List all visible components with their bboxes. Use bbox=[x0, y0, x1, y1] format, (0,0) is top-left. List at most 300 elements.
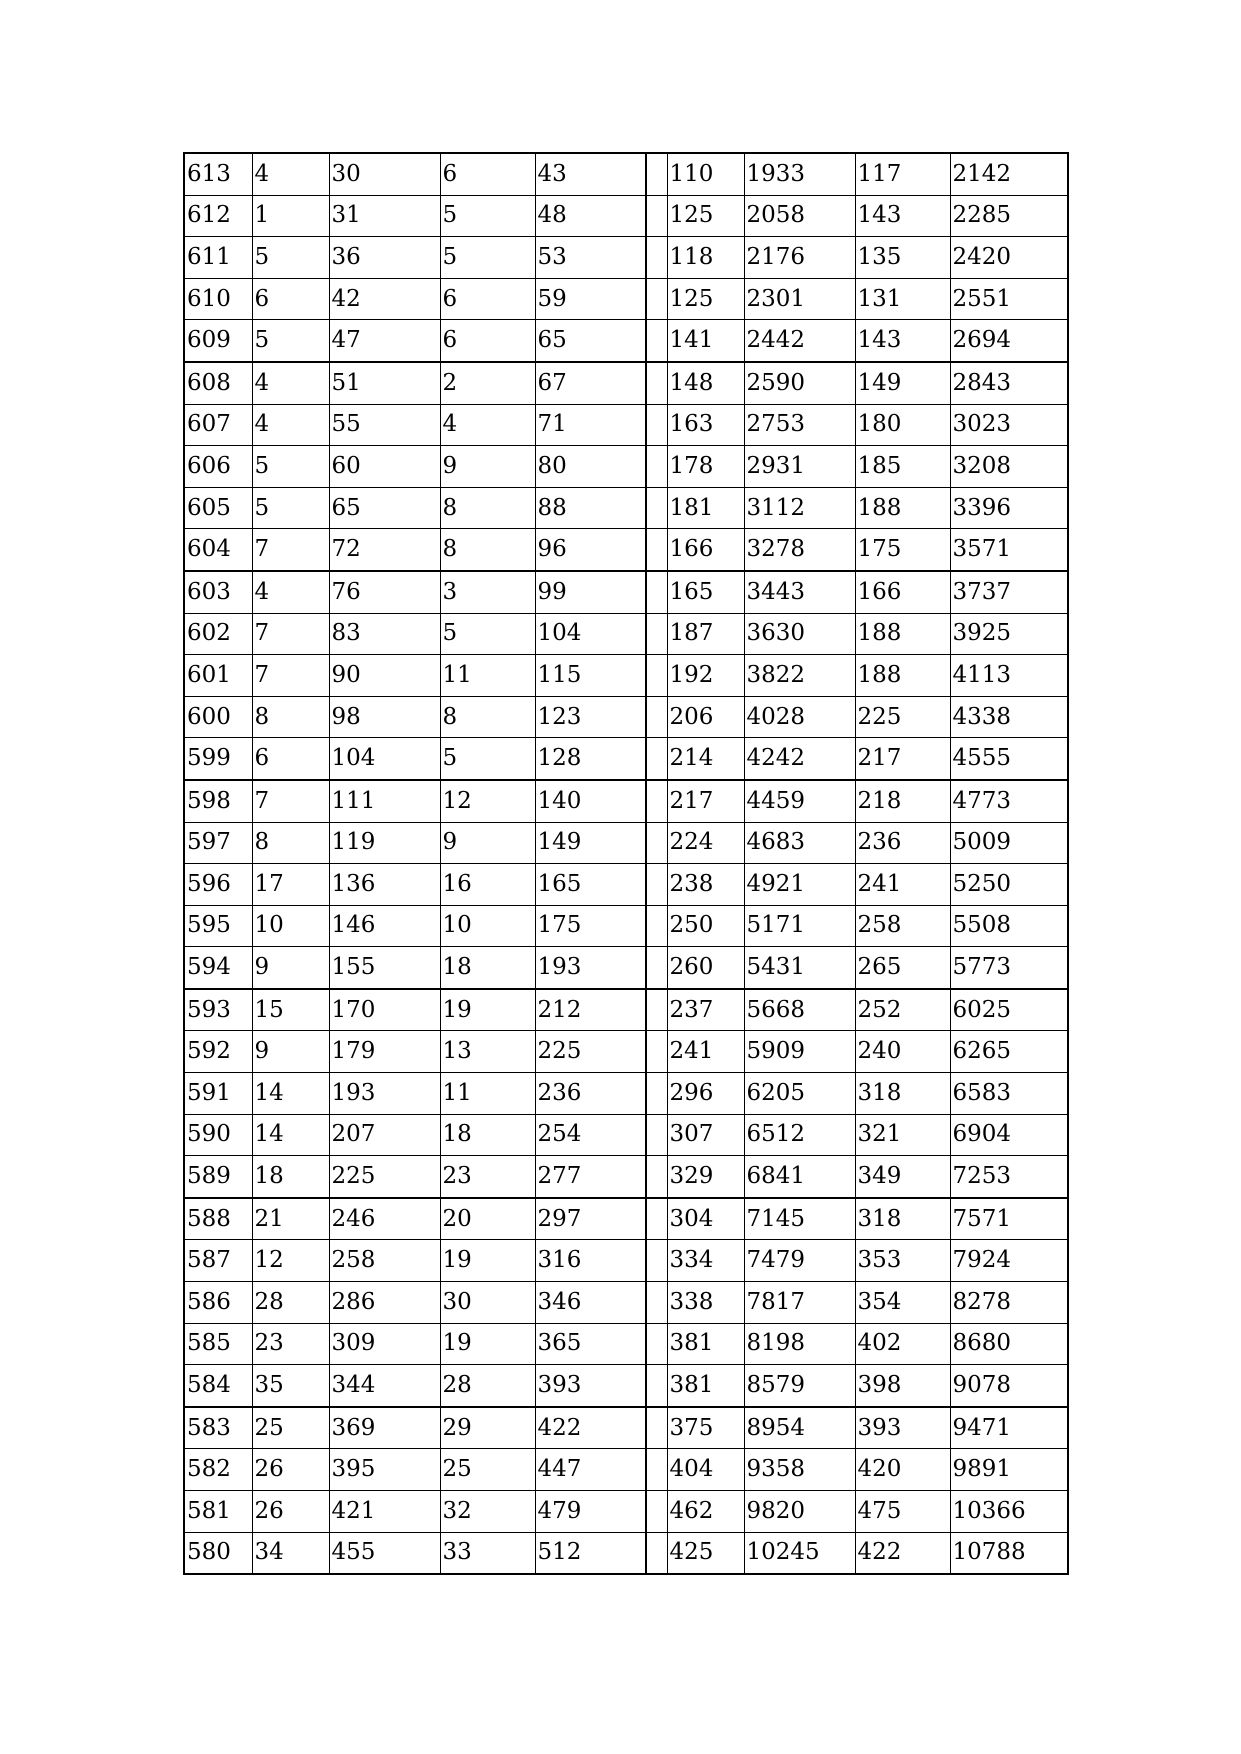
table-cell: 110 bbox=[667, 153, 744, 195]
table-cell: 606 bbox=[184, 446, 252, 488]
table-cell: 6904 bbox=[950, 1114, 1068, 1156]
table-cell bbox=[646, 1114, 667, 1156]
table-cell: 422 bbox=[535, 1407, 646, 1449]
table-cell: 8579 bbox=[744, 1365, 855, 1407]
table-cell: 9820 bbox=[744, 1491, 855, 1533]
table-cell: 580 bbox=[184, 1532, 252, 1574]
table-cell: 8 bbox=[440, 529, 535, 571]
table-cell: 3112 bbox=[744, 487, 855, 529]
table-cell: 250 bbox=[667, 905, 744, 947]
table-cell: 9358 bbox=[744, 1449, 855, 1491]
table-cell: 8 bbox=[440, 696, 535, 738]
table-cell: 5009 bbox=[950, 822, 1068, 864]
table-cell: 581 bbox=[184, 1491, 252, 1533]
table-row bbox=[184, 1240, 1068, 1282]
table-cell: 225 bbox=[535, 1031, 646, 1073]
table-cell: 605 bbox=[184, 487, 252, 529]
table-cell: 5 bbox=[252, 446, 329, 488]
table-cell: 462 bbox=[667, 1491, 744, 1533]
table-cell: 598 bbox=[184, 780, 252, 822]
table-cell: 338 bbox=[667, 1282, 744, 1324]
table-cell: 3 bbox=[440, 571, 535, 613]
table-cell: 28 bbox=[252, 1282, 329, 1324]
table-row bbox=[184, 1282, 1068, 1324]
table-cell: 3208 bbox=[950, 446, 1068, 488]
table-cell: 80 bbox=[535, 446, 646, 488]
table-cell: 19 bbox=[440, 989, 535, 1031]
table-cell: 4028 bbox=[744, 696, 855, 738]
table-cell: 23 bbox=[252, 1323, 329, 1365]
table-row bbox=[184, 822, 1068, 864]
table-cell: 365 bbox=[535, 1323, 646, 1365]
table-row bbox=[184, 571, 1068, 613]
score-table bbox=[183, 152, 1069, 1575]
table-cell: 475 bbox=[855, 1491, 950, 1533]
table-cell: 4555 bbox=[950, 738, 1068, 780]
table-cell: 353 bbox=[855, 1240, 950, 1282]
table-cell: 146 bbox=[329, 905, 440, 947]
table-cell: 5250 bbox=[950, 864, 1068, 906]
table-cell: 149 bbox=[535, 822, 646, 864]
table-cell: 296 bbox=[667, 1073, 744, 1115]
table-cell: 600 bbox=[184, 696, 252, 738]
table-cell: 42 bbox=[329, 278, 440, 320]
table-cell: 12 bbox=[440, 780, 535, 822]
table-cell bbox=[646, 278, 667, 320]
table-cell: 65 bbox=[535, 320, 646, 362]
table-cell: 596 bbox=[184, 864, 252, 906]
table-cell: 589 bbox=[184, 1156, 252, 1198]
table-cell: 178 bbox=[667, 446, 744, 488]
table-cell: 9 bbox=[252, 947, 329, 989]
table-cell: 188 bbox=[855, 655, 950, 697]
table-cell: 192 bbox=[667, 655, 744, 697]
table-cell: 55 bbox=[329, 404, 440, 446]
table-cell: 588 bbox=[184, 1198, 252, 1240]
table-cell bbox=[646, 655, 667, 697]
table-cell: 53 bbox=[535, 237, 646, 279]
table-cell: 3571 bbox=[950, 529, 1068, 571]
table-cell: 6205 bbox=[744, 1073, 855, 1115]
table-cell: 603 bbox=[184, 571, 252, 613]
table-cell: 7 bbox=[252, 529, 329, 571]
table-cell: 613 bbox=[184, 153, 252, 195]
table-cell: 381 bbox=[667, 1365, 744, 1407]
table-cell: 591 bbox=[184, 1073, 252, 1115]
table-cell: 585 bbox=[184, 1323, 252, 1365]
table-cell: 6 bbox=[252, 278, 329, 320]
table-cell bbox=[646, 237, 667, 279]
table-cell: 2442 bbox=[744, 320, 855, 362]
table-cell bbox=[646, 989, 667, 1031]
table-cell bbox=[646, 153, 667, 195]
table-cell: 218 bbox=[855, 780, 950, 822]
table-cell: 3630 bbox=[744, 613, 855, 655]
table-cell: 4113 bbox=[950, 655, 1068, 697]
table-row bbox=[184, 362, 1068, 404]
table-cell: 7 bbox=[252, 613, 329, 655]
table-cell: 188 bbox=[855, 487, 950, 529]
table-cell: 7924 bbox=[950, 1240, 1068, 1282]
table-cell: 225 bbox=[329, 1156, 440, 1198]
table-cell bbox=[646, 1073, 667, 1115]
table-cell: 10 bbox=[252, 905, 329, 947]
table-cell: 398 bbox=[855, 1365, 950, 1407]
table-cell: 118 bbox=[667, 237, 744, 279]
table-cell: 4338 bbox=[950, 696, 1068, 738]
table-cell: 60 bbox=[329, 446, 440, 488]
table-cell: 4683 bbox=[744, 822, 855, 864]
table-cell: 601 bbox=[184, 655, 252, 697]
table-row bbox=[184, 1031, 1068, 1073]
table-cell: 131 bbox=[855, 278, 950, 320]
table-cell: 610 bbox=[184, 278, 252, 320]
table-cell: 258 bbox=[329, 1240, 440, 1282]
table-cell: 297 bbox=[535, 1198, 646, 1240]
table-cell: 8680 bbox=[950, 1323, 1068, 1365]
table-cell: 10788 bbox=[950, 1532, 1068, 1574]
table-cell: 5 bbox=[440, 613, 535, 655]
table-row bbox=[184, 1156, 1068, 1198]
table-cell bbox=[646, 1532, 667, 1574]
table-row bbox=[184, 864, 1068, 906]
table-cell: 224 bbox=[667, 822, 744, 864]
table-cell: 381 bbox=[667, 1323, 744, 1365]
table-cell: 6841 bbox=[744, 1156, 855, 1198]
table-cell: 18 bbox=[440, 1114, 535, 1156]
table-row bbox=[184, 1491, 1068, 1533]
table-cell: 316 bbox=[535, 1240, 646, 1282]
table-cell: 17 bbox=[252, 864, 329, 906]
table-cell: 7 bbox=[252, 780, 329, 822]
table-cell: 15 bbox=[252, 989, 329, 1031]
table-cell: 125 bbox=[667, 278, 744, 320]
table-cell: 9 bbox=[252, 1031, 329, 1073]
table-cell: 155 bbox=[329, 947, 440, 989]
table-cell: 165 bbox=[535, 864, 646, 906]
table-cell: 307 bbox=[667, 1114, 744, 1156]
table-cell: 123 bbox=[535, 696, 646, 738]
table-cell: 43 bbox=[535, 153, 646, 195]
table-cell: 2551 bbox=[950, 278, 1068, 320]
table-cell: 344 bbox=[329, 1365, 440, 1407]
table-cell: 599 bbox=[184, 738, 252, 780]
table-cell bbox=[646, 487, 667, 529]
table-cell: 4 bbox=[252, 362, 329, 404]
table-row bbox=[184, 195, 1068, 237]
table-cell: 104 bbox=[535, 613, 646, 655]
table-cell: 238 bbox=[667, 864, 744, 906]
table-cell: 3278 bbox=[744, 529, 855, 571]
table-cell: 19 bbox=[440, 1323, 535, 1365]
table-row bbox=[184, 655, 1068, 697]
table-cell: 2590 bbox=[744, 362, 855, 404]
table-cell: 612 bbox=[184, 195, 252, 237]
table-cell: 26 bbox=[252, 1491, 329, 1533]
table-cell: 393 bbox=[855, 1407, 950, 1449]
table-cell: 304 bbox=[667, 1198, 744, 1240]
table-cell: 5508 bbox=[950, 905, 1068, 947]
table-cell: 354 bbox=[855, 1282, 950, 1324]
table-cell: 5 bbox=[440, 237, 535, 279]
table-cell bbox=[646, 446, 667, 488]
table-cell: 51 bbox=[329, 362, 440, 404]
table-cell: 11 bbox=[440, 655, 535, 697]
table-cell: 170 bbox=[329, 989, 440, 1031]
table-cell: 3822 bbox=[744, 655, 855, 697]
table-cell: 12 bbox=[252, 1240, 329, 1282]
table-cell: 217 bbox=[667, 780, 744, 822]
table-cell: 16 bbox=[440, 864, 535, 906]
table-cell: 4 bbox=[252, 571, 329, 613]
table-cell: 395 bbox=[329, 1449, 440, 1491]
table-row bbox=[184, 1449, 1068, 1491]
table-cell bbox=[646, 822, 667, 864]
table-cell: 2843 bbox=[950, 362, 1068, 404]
table-cell: 609 bbox=[184, 320, 252, 362]
table-row bbox=[184, 1323, 1068, 1365]
table-cell: 7571 bbox=[950, 1198, 1068, 1240]
table-cell bbox=[646, 571, 667, 613]
table-cell: 7479 bbox=[744, 1240, 855, 1282]
table-cell: 30 bbox=[329, 153, 440, 195]
table-row bbox=[184, 696, 1068, 738]
table-cell: 2753 bbox=[744, 404, 855, 446]
table-cell: 26 bbox=[252, 1449, 329, 1491]
table-cell bbox=[646, 1407, 667, 1449]
table-cell: 455 bbox=[329, 1532, 440, 1574]
table-cell: 334 bbox=[667, 1240, 744, 1282]
table-row bbox=[184, 153, 1068, 195]
table-cell: 2931 bbox=[744, 446, 855, 488]
table-cell: 2176 bbox=[744, 237, 855, 279]
table-cell: 375 bbox=[667, 1407, 744, 1449]
table-cell: 420 bbox=[855, 1449, 950, 1491]
table-cell: 136 bbox=[329, 864, 440, 906]
table-cell bbox=[646, 1156, 667, 1198]
table-cell: 19 bbox=[440, 1240, 535, 1282]
table-cell: 143 bbox=[855, 195, 950, 237]
table-cell bbox=[646, 404, 667, 446]
table-cell: 8 bbox=[252, 822, 329, 864]
table-cell bbox=[646, 613, 667, 655]
table-cell: 10366 bbox=[950, 1491, 1068, 1533]
table-cell: 4242 bbox=[744, 738, 855, 780]
table-cell: 9 bbox=[440, 822, 535, 864]
table-cell: 76 bbox=[329, 571, 440, 613]
table-cell: 595 bbox=[184, 905, 252, 947]
table-cell: 2 bbox=[440, 362, 535, 404]
table-cell: 422 bbox=[855, 1532, 950, 1574]
table-cell: 597 bbox=[184, 822, 252, 864]
table-cell: 10245 bbox=[744, 1532, 855, 1574]
table-cell bbox=[646, 905, 667, 947]
table-cell: 309 bbox=[329, 1323, 440, 1365]
table-cell: 83 bbox=[329, 613, 440, 655]
table-row bbox=[184, 487, 1068, 529]
table-cell: 88 bbox=[535, 487, 646, 529]
table-cell: 254 bbox=[535, 1114, 646, 1156]
table-cell: 47 bbox=[329, 320, 440, 362]
table-row bbox=[184, 738, 1068, 780]
table-row bbox=[184, 529, 1068, 571]
table-cell: 14 bbox=[252, 1114, 329, 1156]
table-cell: 236 bbox=[855, 822, 950, 864]
table-cell: 8 bbox=[252, 696, 329, 738]
table-cell: 6 bbox=[440, 153, 535, 195]
table-cell: 425 bbox=[667, 1532, 744, 1574]
table-cell: 25 bbox=[440, 1449, 535, 1491]
table-cell: 143 bbox=[855, 320, 950, 362]
table-cell: 6583 bbox=[950, 1073, 1068, 1115]
table-row bbox=[184, 404, 1068, 446]
table-cell: 241 bbox=[667, 1031, 744, 1073]
table-cell: 6 bbox=[440, 320, 535, 362]
table-cell: 175 bbox=[855, 529, 950, 571]
table-cell: 21 bbox=[252, 1198, 329, 1240]
table-cell: 125 bbox=[667, 195, 744, 237]
table-cell: 117 bbox=[855, 153, 950, 195]
table-cell: 98 bbox=[329, 696, 440, 738]
table-cell: 586 bbox=[184, 1282, 252, 1324]
table-cell: 128 bbox=[535, 738, 646, 780]
table-cell: 241 bbox=[855, 864, 950, 906]
table-cell: 25 bbox=[252, 1407, 329, 1449]
table-cell: 252 bbox=[855, 989, 950, 1031]
table-row bbox=[184, 1114, 1068, 1156]
table-cell: 2694 bbox=[950, 320, 1068, 362]
table-cell bbox=[646, 1323, 667, 1365]
table-row bbox=[184, 905, 1068, 947]
table-cell: 181 bbox=[667, 487, 744, 529]
table-cell: 18 bbox=[252, 1156, 329, 1198]
table-cell: 512 bbox=[535, 1532, 646, 1574]
table-cell: 582 bbox=[184, 1449, 252, 1491]
table-cell: 7253 bbox=[950, 1156, 1068, 1198]
table-cell: 608 bbox=[184, 362, 252, 404]
table-cell: 594 bbox=[184, 947, 252, 989]
table-cell: 5171 bbox=[744, 905, 855, 947]
table-cell: 119 bbox=[329, 822, 440, 864]
table-cell: 369 bbox=[329, 1407, 440, 1449]
table-cell: 32 bbox=[440, 1491, 535, 1533]
table-cell: 104 bbox=[329, 738, 440, 780]
table-cell bbox=[646, 1282, 667, 1324]
table-cell: 346 bbox=[535, 1282, 646, 1324]
table-cell: 214 bbox=[667, 738, 744, 780]
table-cell: 59 bbox=[535, 278, 646, 320]
table-cell: 236 bbox=[535, 1073, 646, 1115]
table-cell: 258 bbox=[855, 905, 950, 947]
table-row bbox=[184, 1073, 1068, 1115]
table-row bbox=[184, 1532, 1068, 1574]
table-cell: 447 bbox=[535, 1449, 646, 1491]
table-cell: 5 bbox=[440, 738, 535, 780]
table-cell: 7 bbox=[252, 655, 329, 697]
table-cell bbox=[646, 195, 667, 237]
table-cell: 4773 bbox=[950, 780, 1068, 822]
table-cell: 140 bbox=[535, 780, 646, 822]
table-cell: 5773 bbox=[950, 947, 1068, 989]
table-cell: 10 bbox=[440, 905, 535, 947]
table-cell: 18 bbox=[440, 947, 535, 989]
table-cell bbox=[646, 738, 667, 780]
table-cell bbox=[646, 1198, 667, 1240]
table-cell: 6 bbox=[252, 738, 329, 780]
table-cell: 3925 bbox=[950, 613, 1068, 655]
table-row bbox=[184, 278, 1068, 320]
table-cell: 421 bbox=[329, 1491, 440, 1533]
table-row bbox=[184, 446, 1068, 488]
table-cell bbox=[646, 947, 667, 989]
table-row bbox=[184, 1198, 1068, 1240]
table-cell: 593 bbox=[184, 989, 252, 1031]
table-cell: 590 bbox=[184, 1114, 252, 1156]
table-cell: 584 bbox=[184, 1365, 252, 1407]
table-cell: 141 bbox=[667, 320, 744, 362]
table-cell: 607 bbox=[184, 404, 252, 446]
table-cell: 149 bbox=[855, 362, 950, 404]
table-cell: 4 bbox=[252, 153, 329, 195]
table-cell: 329 bbox=[667, 1156, 744, 1198]
table-cell: 246 bbox=[329, 1198, 440, 1240]
table-cell: 135 bbox=[855, 237, 950, 279]
table-cell: 72 bbox=[329, 529, 440, 571]
table-cell: 5 bbox=[252, 487, 329, 529]
table-cell: 318 bbox=[855, 1073, 950, 1115]
table-cell: 5 bbox=[252, 320, 329, 362]
table-cell: 217 bbox=[855, 738, 950, 780]
table-cell: 6 bbox=[440, 278, 535, 320]
table-cell: 33 bbox=[440, 1532, 535, 1574]
table-cell: 583 bbox=[184, 1407, 252, 1449]
table-cell: 207 bbox=[329, 1114, 440, 1156]
table-row bbox=[184, 613, 1068, 655]
table-cell: 240 bbox=[855, 1031, 950, 1073]
table-body bbox=[184, 153, 1068, 1574]
table-cell bbox=[646, 864, 667, 906]
table-cell: 1933 bbox=[744, 153, 855, 195]
table-cell: 30 bbox=[440, 1282, 535, 1324]
table-cell: 8954 bbox=[744, 1407, 855, 1449]
table-cell: 35 bbox=[252, 1365, 329, 1407]
table-cell bbox=[646, 696, 667, 738]
table-cell: 286 bbox=[329, 1282, 440, 1324]
table-cell: 166 bbox=[855, 571, 950, 613]
table-cell: 479 bbox=[535, 1491, 646, 1533]
table-cell: 9078 bbox=[950, 1365, 1068, 1407]
table-cell: 4 bbox=[252, 404, 329, 446]
table-cell: 20 bbox=[440, 1198, 535, 1240]
table-cell: 260 bbox=[667, 947, 744, 989]
table-cell: 185 bbox=[855, 446, 950, 488]
table-cell: 2285 bbox=[950, 195, 1068, 237]
table-cell: 7145 bbox=[744, 1198, 855, 1240]
table-cell: 212 bbox=[535, 989, 646, 1031]
table-cell bbox=[646, 529, 667, 571]
table-cell: 6265 bbox=[950, 1031, 1068, 1073]
table-cell: 67 bbox=[535, 362, 646, 404]
table-cell: 611 bbox=[184, 237, 252, 279]
table-cell: 187 bbox=[667, 613, 744, 655]
table-cell: 4921 bbox=[744, 864, 855, 906]
table-cell: 4 bbox=[440, 404, 535, 446]
table-cell: 23 bbox=[440, 1156, 535, 1198]
table-cell: 165 bbox=[667, 571, 744, 613]
table-cell: 71 bbox=[535, 404, 646, 446]
table-cell: 3396 bbox=[950, 487, 1068, 529]
table-cell: 318 bbox=[855, 1198, 950, 1240]
